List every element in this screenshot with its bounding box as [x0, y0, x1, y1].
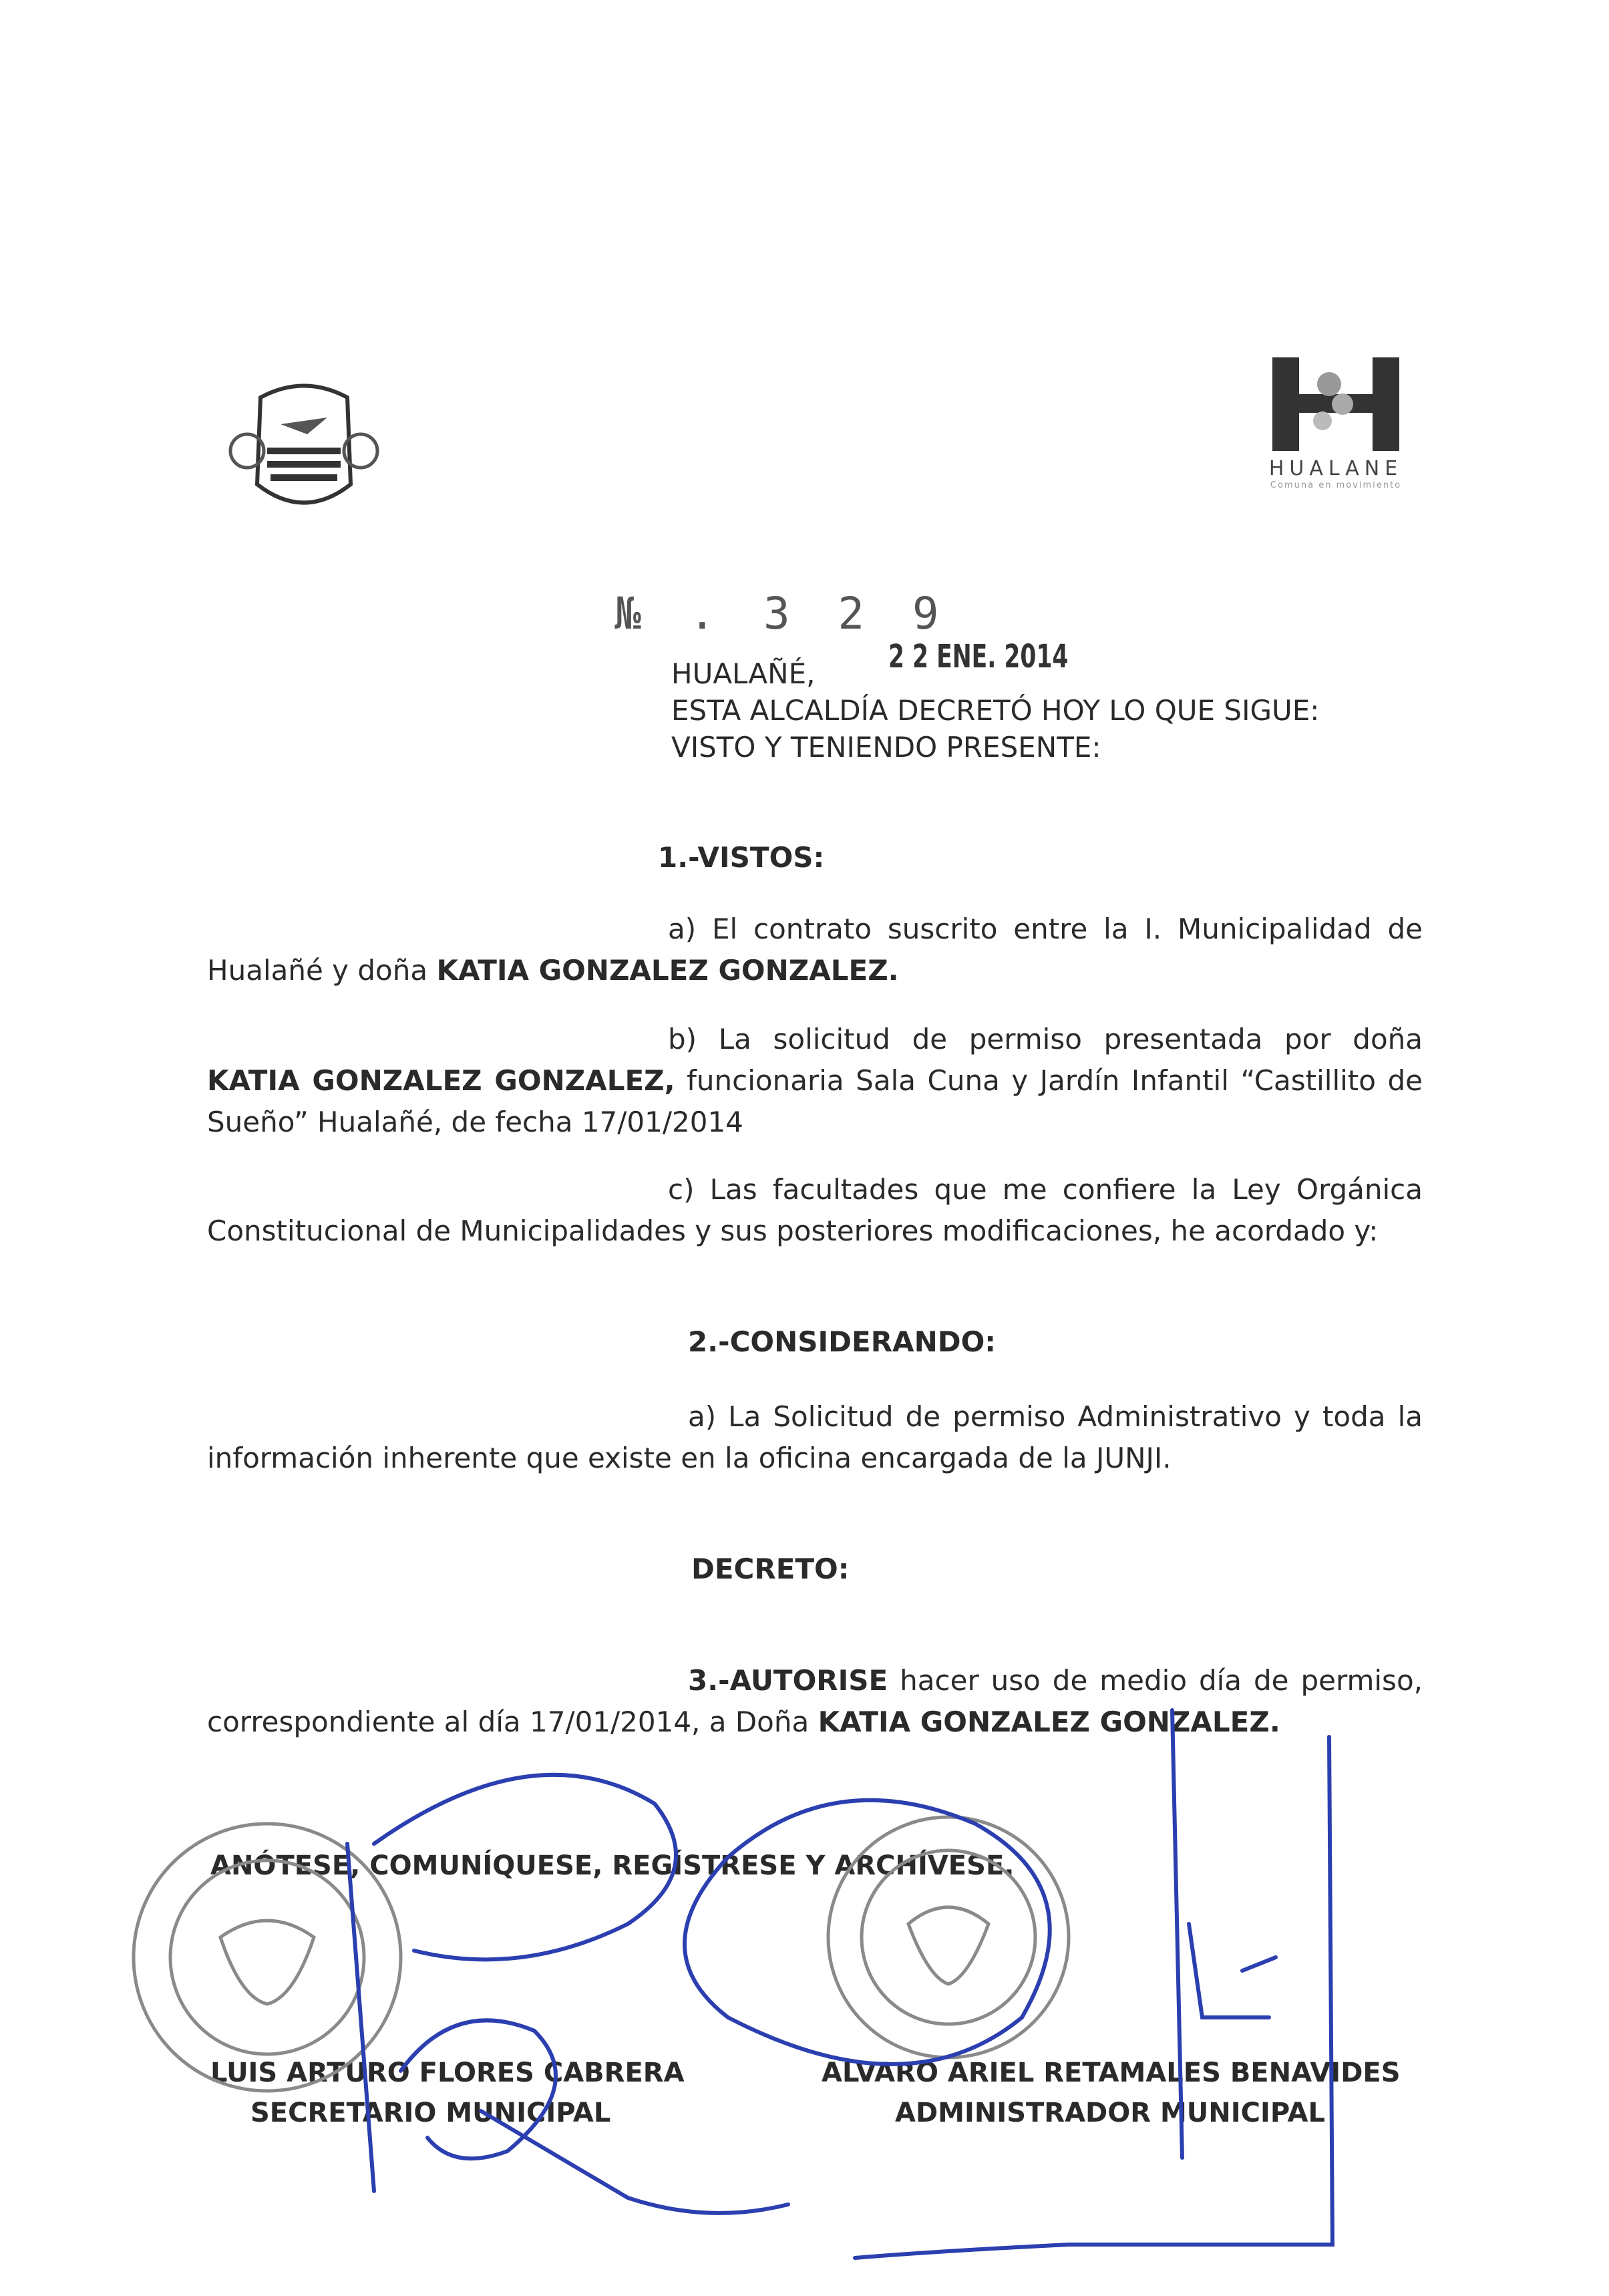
decree-number-stamp: № . 3 2 9 [614, 588, 950, 639]
decreto-heading: DECRETO: [691, 1552, 850, 1585]
vistos-heading: 1.-VISTOS: [658, 841, 825, 874]
right-signatory-title: ADMINISTRADOR MUNICIPAL [895, 2098, 1325, 2128]
vistos-c-paragraph: c) Las facultades que me confiere la Ley Orgánica Constitucional de Municipalidades y sus posteriores modificaciones, he acordado y: [207, 1173, 1423, 1247]
vistos-a-paragraph: a) El contrato suscrito entre la I. Municipalidad de Hualañé y doña KATIA GONZALEZ GONZALEZ. [207, 913, 1423, 987]
considerando-heading: 2.-CONSIDERANDO: [688, 1325, 997, 1358]
brand-wordmark: HUALANE [1268, 457, 1403, 480]
decree-date-stamp: 2 2 ENE. 2014 [888, 638, 1069, 675]
right-signatory-name: ALVARO ARIEL RETAMALES BENAVIDES [822, 2058, 1401, 2088]
considerando-a-paragraph: a) La Solicitud de permiso Administrativo y toda la información inherente que existe en la oficina encargada de la JUNJI. [207, 1400, 1423, 1474]
vistos-b-paragraph: b) La solicitud de permiso presentada por doña KATIA GONZALEZ GONZALEZ, funcionaria Sala Cuna y Jardín Infantil “Castillito de Sueño” Hualañé, de fecha 17/01/2014 [207, 1023, 1423, 1138]
brand-tagline: Comuna en movimiento [1270, 480, 1402, 490]
left-signatory-title: SECRETARIO MUNICIPAL [250, 2098, 611, 2128]
place-line: HUALAÑÉ, [671, 657, 816, 690]
h-letter-icon [1259, 354, 1413, 454]
visto-line: VISTO Y TENIENDO PRESENTE: [671, 731, 1101, 764]
closing-formula: ANÓTESE, COMUNÍQUESE, REGÍSTRESE Y ARCHÍVESE. [210, 1850, 1015, 1881]
left-handwritten-signature [347, 1775, 788, 2213]
hualane-brand-logo [1259, 354, 1413, 514]
right-handwritten-signature [685, 1710, 1332, 2258]
decree-intro-line: ESTA ALCALDÍA DECRETÓ HOY LO QUE SIGUE: [671, 694, 1320, 727]
decreto-item-paragraph: 3.-AUTORISE hacer uso de medio día de permiso, correspondiente al día 17/01/2014, a Doña KATIA GONZALEZ GONZALEZ. [207, 1664, 1423, 1738]
municipal-coat-of-arms [220, 371, 387, 524]
left-signatory-name: LUIS ARTURO FLORES CABRERA [210, 2058, 685, 2088]
